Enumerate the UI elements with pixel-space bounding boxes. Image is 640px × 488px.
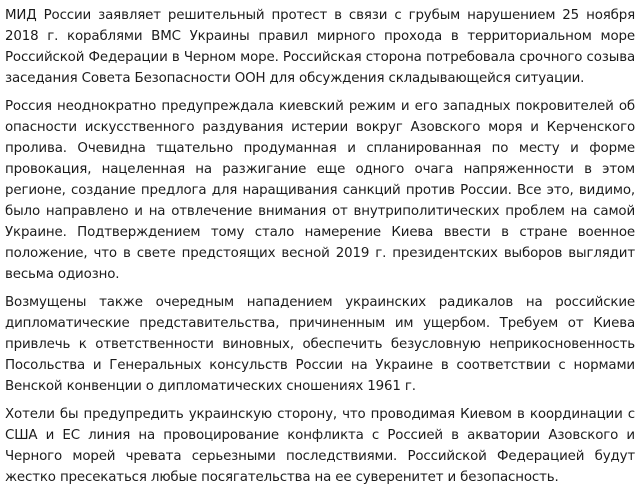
paragraph-3: Возмущены также очередным нападением украинских радикалов на российские дипломатические представительства, причиненным им ущербом. Требуем от Киева привлечь к ответственности виновных, обеспечить безусловную неприкосновенность Посольства и Генеральных консульств России на Украине в соответствии с нормами Венской конвенции о дипломатических сношениях 1961 г. bbox=[5, 295, 635, 394]
paragraph-1: МИД России заявляет решительный протест в связи с грубым нарушением 25 ноября 2018 г. кораблями ВМС Украины правил мирного прохода в территориальном море Российской Федерации в Черном море. Российская сторона потребовала срочного созыва заседания Совета Безопасности ООН для обсуждения складывающейся ситуации. bbox=[5, 8, 635, 86]
paragraph-4: Хотели бы предупредить украинскую сторону, что проводимая Киевом в координации с США и ЕС линия на провоцирование конфликта с Россией в акватории Азовского и Черного морей чревата серьезными последствиями. Российской Федерацией будут жестко пресекаться любые посягательства на ее суверенитет и безопасность. bbox=[5, 407, 635, 485]
paragraph-2: Россия неоднократно предупреждала киевский режим и его западных покровителей об опасности искусственного раздувания истерии вокруг Азовского моря и Керченского пролива. Очевидна тщательно продуманная и спланированная по месту и форме провокация, нацеленная на разжигание еще одного очага напряженности в этом регионе, создание предлога для наращивания санкций против России. Все это, видимо, было направлено и на отвлечение внимания от внутриполитических проблем на самой Украине. Подтверждением тому стало намерение Киева ввести в стране военное положение, что в свете предстоящих весной 2019 г. президентских выборов выглядит весьма одиозно. bbox=[5, 99, 635, 282]
